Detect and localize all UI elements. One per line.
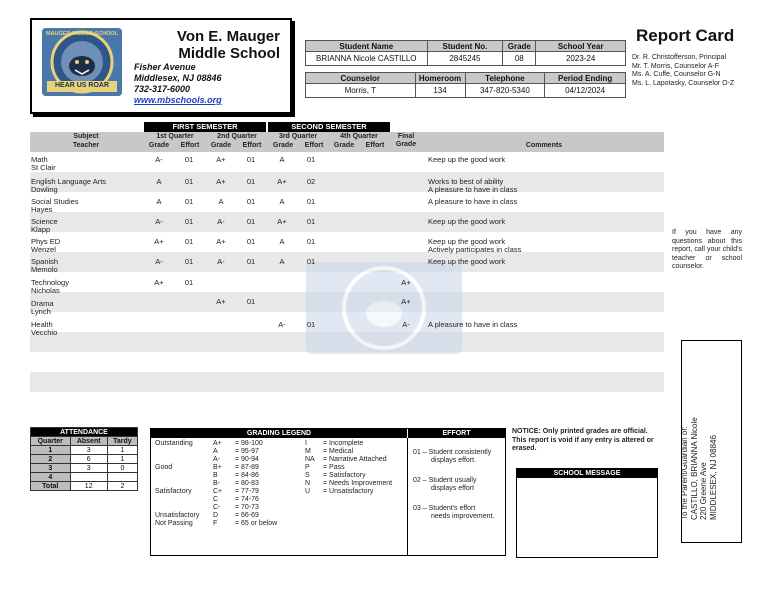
att-tardy: 0 [107,464,137,473]
row-band [30,372,664,392]
q1-grade: A [156,177,162,186]
att-tardy: 1 [107,455,137,464]
effort-text: Student usually [428,477,477,484]
school-message-title: SCHOOL MESSAGE [517,469,657,478]
mailing-line-2: CASTILLO, BRIANNA Nicole [689,417,699,520]
att-absent: 3 [70,464,107,473]
col-comments: Comments [525,142,563,149]
teacher-name: Klapp [31,225,51,234]
q2-effort: 01 [246,155,256,164]
effort-title: EFFORT [407,429,505,438]
col-q2-effort: Effort [242,142,262,149]
col-q4-effort: Effort [365,142,385,149]
att-total-label: Total [31,482,71,491]
subject-name: Technology [31,278,69,287]
teacher-name: Memolo [31,265,58,274]
q2-effort: 01 [246,217,256,226]
effort-text: displays effort. [431,457,477,464]
code-desc-column [323,440,392,496]
counselor-value: Morris, T [306,84,416,98]
grade-range: = 87-89 [235,464,259,471]
logo-motto: HEAR US ROAR [54,82,110,89]
comment-1: Keep up the good work [428,257,506,266]
header-grade: Grade [503,41,536,52]
grade-range: = 65 or below [235,520,278,527]
q1-grade: A+ [154,278,164,287]
student-name-value: BRIANNA Nicole CASTILLO [306,52,428,66]
grade-letter: C [213,496,219,503]
header-period-ending: Period Ending [545,73,626,84]
grade-range: = 66-69 [235,512,259,519]
q1-grade: A [156,197,162,206]
mark-description: = Medical [323,448,354,455]
mark-code: NA [305,456,315,463]
grade-range: = 98-100 [235,440,263,447]
table-row [0,316,664,336]
q1-effort: 01 [184,237,194,246]
effort-03 [413,505,494,521]
mailing-address [680,320,718,520]
col-subject: Subject [73,133,99,140]
second-semester-header: SECOND SEMESTER [268,122,390,132]
mark-description: = Unsatisfactory [323,488,374,495]
q1-grade: A- [155,155,163,164]
report-card-title: Report Card [636,26,735,45]
q3-effort: 01 [306,237,316,246]
col-q3: 3rd Quarter [278,133,318,140]
q2-effort: 01 [246,197,256,206]
table-row [0,194,664,214]
school-address [134,62,222,106]
subject-name: Health [31,320,53,329]
col-q3-effort: Effort [304,142,324,149]
mark-code: S [305,472,310,479]
grade-letter: C+ [213,488,223,495]
level-label [155,456,199,464]
subject-name: Spanish [31,257,59,266]
grade-value: 08 [503,52,536,66]
att-quarter: 2 [31,455,71,464]
comment-2: A pleasure to have in class [428,185,518,194]
att-tardy: 1 [107,446,137,455]
comment-1: Keep up the good work [428,237,506,246]
grading-legend-title: GRADING LEGEND [151,429,407,438]
effort-code: 03 – [413,505,427,512]
att-total-tardy: 2 [107,482,137,491]
subject-name: Social Studies [31,197,79,206]
level-label [155,504,199,512]
grade-letter: C- [213,504,221,511]
q3-grade: A- [278,320,286,329]
school-name-line1: Von E. Mauger [176,28,280,45]
school-header-box [30,18,292,114]
col-q2: 2nd Quarter [217,133,257,140]
q2-grade: A [218,197,224,206]
col-q3-grade: Grade [272,142,294,149]
q2-grade: A+ [216,155,226,164]
attendance-title: ATTENDANCE [31,428,138,437]
header-student-no: Student No. [427,41,503,52]
comment-1: Works to best of ability [428,177,504,186]
grade-range: = 77-79 [235,488,259,495]
q2-effort: 01 [246,177,256,186]
q3-effort: 01 [306,197,316,206]
q3-grade: A+ [277,177,287,186]
q3-effort: 02 [306,177,316,186]
grade-range: = 95-97 [235,448,259,455]
q3-grade: A [279,237,285,246]
header-homeroom: Homeroom [415,73,465,84]
official-notice: NOTICE: Only printed grades are official. This report is void if any entry is altered or erased. [512,428,654,452]
grade-letter: A [213,448,218,455]
subject-name: Math [31,155,48,164]
mark-code: I [305,440,307,447]
level-column [155,440,199,528]
grade-letter: B+ [213,464,222,471]
mark-description: = Satisfactory [323,472,366,479]
teacher-name: Hayes [31,205,53,214]
q1-grade: A+ [154,237,164,246]
staff-counselor-gn: Ms. A. Cuffe, Counselor G-N [632,71,721,78]
student-no-value: 2845245 [427,52,503,66]
col-teacher: Teacher [72,142,100,149]
header-school-year: School Year [536,41,626,52]
col-q4: 4th Quarter [340,133,378,140]
table-row [0,174,664,194]
q1-effort: 01 [184,217,194,226]
final-grade: A- [402,320,410,329]
grade-range: = 70-73 [235,504,259,511]
grade-letter: F [213,520,218,527]
school-website-link[interactable]: www.mbschools.org [134,95,222,105]
effort-code: 01 – [413,449,427,456]
legend-divider [407,438,408,555]
col-q1-effort: Effort [180,142,200,149]
comment-1: Keep up the good work [428,155,506,164]
grade-letter: A+ [213,440,222,447]
q1-grade: A- [155,257,163,266]
mark-description: = Pass [323,464,345,471]
grade-range: = 84-86 [235,472,259,479]
table-row [0,154,664,174]
att-header-quarter: Quarter [31,437,71,446]
teacher-name: Lynch [31,307,51,316]
first-semester-header: FIRST SEMESTER [144,122,266,132]
q2-effort: 01 [246,237,256,246]
q1-effort: 01 [184,257,194,266]
effort-code: 02 – [413,477,427,484]
telephone-value: 347-820-5340 [465,84,545,98]
school-year-value: 2023-24 [536,52,626,66]
header-student-name: Student Name [306,41,428,52]
mailing-line-1: To the Parent/Guardian of: [680,426,689,520]
effort-text: Student's effort [428,505,476,512]
q2-grade: A- [217,217,225,226]
comment-1: A pleasure to have in class [428,197,518,206]
school-message-box [516,468,658,558]
att-header-absent: Absent [70,437,107,446]
q1-effort: 01 [184,155,194,164]
q3-grade: A+ [277,217,287,226]
q2-effort: 01 [246,297,256,306]
final-grade: A+ [401,278,411,287]
school-logo [42,28,122,96]
q2-effort: 01 [246,257,256,266]
grade-column [213,440,222,528]
col-q2-grade: Grade [210,142,232,149]
mark-code: P [305,464,310,471]
subject-name: English Language Arts [31,177,107,186]
grade-letter: D [213,512,219,519]
att-quarter: 1 [31,446,71,455]
mailing-line-3: 220 Greene Ave [699,462,708,520]
teacher-name: Vecchio [31,328,58,337]
code-column [305,440,315,496]
table-row [0,294,664,314]
comment-2: Actively participates in class [428,245,522,254]
grade-letter: B [213,472,218,479]
school-phone: 732-317-6000 [134,84,191,94]
col-q4-grade: Grade [333,142,355,149]
homeroom-value: 134 [415,84,465,98]
att-absent [70,473,107,482]
teacher-name: Dowling [31,185,58,194]
table-row [0,254,664,274]
q1-effort: 01 [184,177,194,186]
q3-grade: A [279,197,285,206]
grading-legend-box [150,428,506,556]
att-quarter: 3 [31,464,71,473]
mark-code: M [305,448,311,455]
header-counselor: Counselor [306,73,416,84]
level-label: Unsatisfactory [155,512,200,519]
grade-letter: B- [213,480,220,487]
staff-list [632,54,734,88]
col-final-grade: Grade [395,141,417,148]
q3-effort: 01 [306,217,316,226]
effort-01 [413,449,491,465]
q3-effort: 01 [306,257,316,266]
col-final: Final [397,133,415,140]
att-total-absent: 12 [70,482,107,491]
level-label [155,496,199,504]
comment-1: Keep up the good work [428,217,506,226]
logo-text: MAUGER MIDDLE SCHOOL [45,31,119,37]
teacher-name: St Clair [31,163,56,172]
school-name [130,28,280,62]
grade-range: = 74-76 [235,496,259,503]
subject-name: Science [31,217,58,226]
table-row [0,274,664,294]
final-grade: A+ [401,297,411,306]
q3-grade: A [279,155,285,164]
mark-code: U [305,488,311,495]
level-label: Good [155,464,173,471]
effort-02 [413,477,476,493]
counselor-info-table [305,72,626,98]
teacher-name: Nicholas [31,286,60,295]
comment-1: A pleasure to have in class [428,320,518,329]
att-absent: 6 [70,455,107,464]
header-telephone: Telephone [465,73,545,84]
school-street: Fisher Avenue [134,62,196,72]
att-absent: 3 [70,446,107,455]
table-row [0,214,664,234]
effort-text: Student consistently [428,449,492,456]
att-tardy [107,473,137,482]
attendance-table [30,427,138,491]
student-info-table [305,40,626,66]
level-label: Satisfactory [155,488,192,495]
staff-counselor-oz: Ms. L. Lapotasky, Counselor O-Z [632,79,735,87]
att-header-tardy: Tardy [107,437,137,446]
school-name-line2: Middle School [178,45,280,62]
subject-name: Drama [31,299,54,308]
q3-effort: 01 [306,155,316,164]
q2-grade: A+ [216,297,226,306]
mark-description: = Incomplete [323,440,364,447]
contact-note: If you have any questions about this report, call your child's teacher or school counselor. [672,229,742,270]
q3-grade: A [279,257,285,266]
q1-grade: A- [155,217,163,226]
col-q1: 1st Quarter [156,133,194,140]
q2-grade: A- [217,257,225,266]
mailing-line-4: MIDDLESEX, NJ 08846 [708,435,718,520]
mark-code: N [305,480,311,487]
school-city: Middlesex, NJ 08846 [134,73,222,83]
q3-effort: 01 [306,320,316,329]
level-label [155,472,199,480]
grade-letter: A- [213,456,220,463]
table-row [0,234,664,254]
level-label: Not Passing [155,520,193,527]
staff-principal: Dr. R. Christofferson, Principal [632,54,727,61]
mark-description: = Needs Improvement [323,480,393,487]
col-q1-grade: Grade [148,142,170,149]
grade-range: = 90-94 [235,456,259,463]
range-column [235,440,277,528]
q1-effort: 01 [184,278,194,287]
teacher-name: Wenzel [31,245,56,254]
effort-text: needs improvement. [431,513,495,520]
q1-effort: 01 [184,197,194,206]
level-label: Outstanding [155,440,193,447]
att-quarter: 4 [31,473,71,482]
subject-name: Phys ED [31,237,61,246]
effort-text: displays effort [431,485,475,492]
mark-description: = Narrative Attached [323,456,387,463]
grade-range: = 80-83 [235,480,259,487]
period-ending-value: 04/12/2024 [545,84,626,98]
staff-counselor-af: Mr. T. Morris, Counselor A-F [632,62,720,70]
q2-grade: A+ [216,177,226,186]
level-label [155,448,199,456]
q2-grade: A+ [216,237,226,246]
level-label [155,480,199,488]
